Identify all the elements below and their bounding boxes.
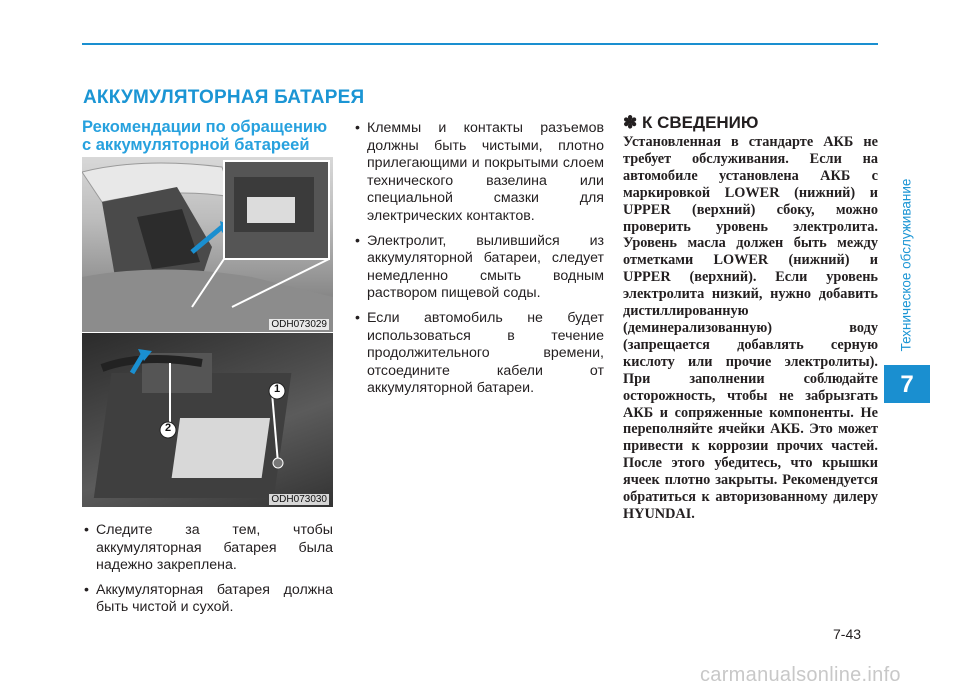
chapter-tab: 7: [884, 365, 930, 403]
bullet-list-col2: [353, 120, 604, 405]
bullet-list-col1: [82, 522, 333, 624]
subsection-title-line2: с аккумуляторной батареей: [82, 136, 310, 154]
callout-1: 1: [273, 383, 281, 395]
photo-code: ODH073029: [271, 319, 327, 330]
list-item: • Аккумуляторная батарея должна быть чистой и сухой.: [82, 582, 333, 617]
battery-photo: [82, 333, 333, 507]
trunk-photo: [82, 157, 333, 332]
list-item: • Если автомобиль не будет использоваться в течение продолжительного времени, отсоедините кабели от аккумуляторной батареи.: [353, 310, 604, 398]
callout-2: 2: [164, 422, 172, 434]
section-title: АККУМУЛЯТОРНАЯ БАТАРЕЯ: [83, 87, 365, 108]
list-item: • Клеммы и контакты разъемов должны быть чистыми, плотно прилегающими и покрытыми слоем технического вазелина или специальной смазки для электрических контактов.: [353, 120, 604, 226]
chapter-side-label-text: Техническое обслуживание: [898, 178, 914, 352]
chapter-side-label: [893, 160, 919, 370]
list-item: • Следите за тем, чтобы аккумуляторная батарея была надежно закреплена.: [82, 522, 333, 575]
note-body: Установленная в стандарте АКБ не требует обслуживания. Если на автомобиле установлена АКБ с маркировкой LOWER (нижний) и UPPER (верхний) сбоку, можно проверить уровень электролита. Уровень масла должен быть между отметками LOWER (нижний) и UPPER (верхний). Если уровень электролита низкий, нужно добавить дистиллированную (деминерализованную) воду (запрещается добавлять серную кислоту или прочие электролиты). При заполнении соблюдайте осторожность, чтобы не забрызгать АКБ и сопряженные компоненты. Не переполняйте ячейки АКБ. Это может привести к коррозии прочих частей. После этого убедитесь, что крышки ячеек плотно закрыты. Рекомендуется обратиться к авторизованному дилеру HYUNDAI.: [623, 134, 878, 522]
trunk-illustration: [82, 157, 333, 332]
header-rule: [82, 43, 878, 45]
page-number: 7-43: [833, 626, 862, 642]
subsection-title-line1: Рекомендации по обращению: [82, 118, 328, 136]
subsection-title: [82, 118, 327, 154]
note-title: ✽ К СВЕДЕНИЮ: [623, 113, 759, 132]
watermark: carmanualsonline.info: [700, 664, 901, 686]
photo-code: ODH073030: [271, 494, 327, 505]
list-item: • Электролит, вылившийся из аккумуляторной батареи, следует немедленно смыть водным раствором пищевой соды.: [353, 233, 604, 303]
battery-illustration: [82, 333, 333, 507]
